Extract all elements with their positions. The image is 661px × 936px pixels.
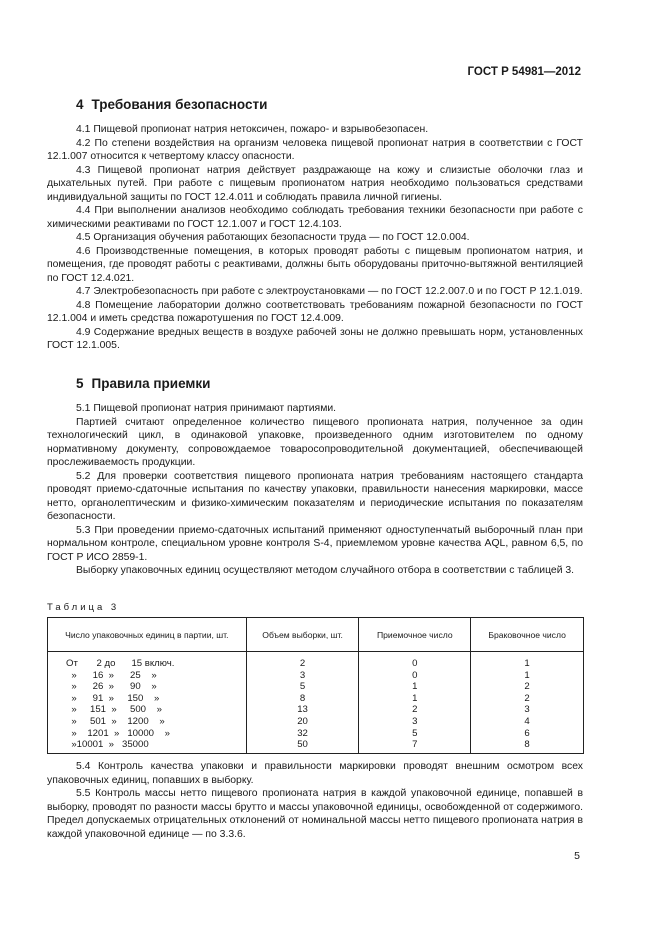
sample-size-cell: 3 xyxy=(246,670,359,682)
lot-size-cell: » 501 » 1200 » xyxy=(48,716,247,728)
table-3 xyxy=(47,617,584,754)
paragraph-5-3: 5.3 При проведении приемо-сдаточных испытаний применяют одноступенчатый выборочный план при нормальном контроле, специальном уровне контроля S-4, приемлемом уровне качества AQL, равном 6,5, по ГОСТ Р ИСО 2859-1. xyxy=(47,524,583,563)
sample-size-cell: 5 xyxy=(246,681,359,693)
rejection-number-cell: 4 xyxy=(471,716,584,728)
document-code: ГОСТ Р 54981—2012 xyxy=(467,66,581,78)
rejection-number-cell: 6 xyxy=(471,728,584,740)
paragraph-lot-definition: Партией считают определенное количество пищевого пропионата натрия, полученное за один технологический цикл, в одинаковой упаковке, произведенного одним изготовителем по одному нормативному документу, сопровождаемое товаросопроводительной документацией, обеспечивающей прослеживаемость продукции. xyxy=(47,416,583,468)
section-5-title: Правила приемки xyxy=(91,376,211,391)
lot-size-cell: » 16 » 25 » xyxy=(48,670,247,682)
paragraph-4-4: 4.4 При выполнении анализов необходимо соблюдать требования техники безопасности при работе с химическими реактивами по ГОСТ 12.1.007 и ГОСТ 12.4.103. xyxy=(47,205,583,230)
paragraph-4-3: 4.3 Пищевой пропионат натрия действует раздражающе на кожу и слизистые оболочки глаз и дыхательных путей. При работе с пищевым пропионатом натрия необходимо пользоваться средствами индивидуальной защиты по ГОСТ 12.4.011 и соблюдать правила личной гигиены. xyxy=(47,164,583,203)
paragraph-4-2: 4.2 По степени воздействия на организм человека пищевой пропионат натрия в соответствии с ГОСТ 12.1.007 относится к четвертому классу опасности. xyxy=(47,137,583,162)
table-header-row xyxy=(48,618,584,652)
table-row xyxy=(48,728,584,740)
section-4-title: Требования безопасности xyxy=(91,97,268,112)
table-row xyxy=(48,652,584,670)
rejection-number-cell: 1 xyxy=(471,652,584,670)
paragraph-4-1: 4.1 Пищевой пропионат натрия нетоксичен, пожаро- и взрывобезопасен. xyxy=(76,124,429,135)
table-row xyxy=(48,739,584,753)
section-5-number: 5 xyxy=(76,376,84,391)
table-row xyxy=(48,693,584,705)
lot-size-cell: » 26 » 90 » xyxy=(48,681,247,693)
rejection-number-cell: 3 xyxy=(471,704,584,716)
rejection-number-cell: 1 xyxy=(471,670,584,682)
paragraph-4-6: 4.6 Производственные помещения, в которых проводят работы с пищевым пропионатом натрия, и помещения, где проводят работы с реактивами, должны быть оборудованы приточно-вытяжной вентиляцией по ГОСТ 12.4.021. xyxy=(47,245,583,284)
section-5-continued xyxy=(47,760,583,841)
section-4-body xyxy=(47,123,583,353)
paragraph-4-7: 4.7 Электробезопасность при работе с электроустановками — по ГОСТ 12.2.007.0 и по ГОСТ Р 12.1.019. xyxy=(76,286,583,297)
paragraph-5-1: 5.1 Пищевой пропионат натрия принимают партиями. xyxy=(76,403,337,414)
acceptance-number-cell: 0 xyxy=(359,670,471,682)
header-rejection-number: Браковочное число xyxy=(471,618,584,652)
lot-size-cell: » 91 » 150 » xyxy=(48,693,247,705)
acceptance-number-cell: 5 xyxy=(359,728,471,740)
header-acceptance-number: Приемочное число xyxy=(359,618,471,652)
table-row xyxy=(48,670,584,682)
sample-size-cell: 20 xyxy=(246,716,359,728)
acceptance-number-cell: 2 xyxy=(359,704,471,716)
paragraph-5-2: 5.2 Для проверки соответствия пищевого пропионата натрия требованиям настоящего стандарта проводят приемо-сдаточные испытания по качеству упаковки, правильности нанесения маркировки, массе нетто, органолептическим и физико-химическим показателям и периодические испытания по показателям безопасности. xyxy=(47,470,583,522)
page-number: 5 xyxy=(574,850,580,862)
header-sample-size: Объем выборки, шт. xyxy=(246,618,359,652)
paragraph-4-8: 4.8 Помещение лаборатории должно соответствовать требованиям пожарной безопасности по ГОСТ 12.1.004 и иметь средства пожаротушения по ГОСТ 12.4.009. xyxy=(47,299,583,324)
rejection-number-cell: 2 xyxy=(471,681,584,693)
acceptance-number-cell: 1 xyxy=(359,681,471,693)
sample-size-cell: 32 xyxy=(246,728,359,740)
paragraph-5-4: 5.4 Контроль качества упаковки и правильности маркировки проводят внешним осмотром всех упаковочных единиц, попавших в выборку. xyxy=(47,761,583,786)
lot-size-cell: » 151 » 500 » xyxy=(48,704,247,716)
sample-size-cell: 50 xyxy=(246,739,359,753)
section-5-body xyxy=(47,402,583,578)
table-row xyxy=(48,704,584,716)
paragraph-sampling: Выборку упаковочных единиц осуществляют методом случайного отбора в соответствии с таблицей 3. xyxy=(76,565,575,576)
section-4-heading xyxy=(76,97,267,112)
section-4-number: 4 xyxy=(76,97,84,112)
acceptance-number-cell: 3 xyxy=(359,716,471,728)
lot-size-cell: » 1201 » 10000 » xyxy=(48,728,247,740)
lot-size-cell: »10001 » 35000 xyxy=(48,739,247,753)
paragraph-4-9: 4.9 Содержание вредных веществ в воздухе рабочей зоны не должно превышать норм, установленных ГОСТ 12.1.005. xyxy=(47,326,583,351)
acceptance-number-cell: 0 xyxy=(359,652,471,670)
sample-size-cell: 2 xyxy=(246,652,359,670)
paragraph-4-5: 4.5 Организация обучения работающих безопасности труда — по ГОСТ 12.0.004. xyxy=(76,232,470,243)
acceptance-number-cell: 1 xyxy=(359,693,471,705)
paragraph-5-5: 5.5 Контроль массы нетто пищевого пропионата натрия в каждой упаковочной единице, попавшей в выборку, проводят по разности массы брутто и массы упаковочной единицы, освобожденной от содержимого. Предел допускаемых отрицательных отклонений от номинальной массы нетто пищевого пропионата натрия в каждой упаковочной единице — по 3.3.6. xyxy=(47,788,583,840)
lot-size-cell: От 2 до 15 включ. xyxy=(48,652,247,670)
rejection-number-cell: 2 xyxy=(471,693,584,705)
table-row xyxy=(48,716,584,728)
section-5-heading xyxy=(76,376,210,391)
header-lot-size: Число упаковочных единиц в партии, шт. xyxy=(48,618,247,652)
table-row xyxy=(48,681,584,693)
table-3-caption: Таблица 3 xyxy=(47,602,120,613)
rejection-number-cell: 8 xyxy=(471,739,584,753)
sample-size-cell: 13 xyxy=(246,704,359,716)
acceptance-number-cell: 7 xyxy=(359,739,471,753)
sample-size-cell: 8 xyxy=(246,693,359,705)
